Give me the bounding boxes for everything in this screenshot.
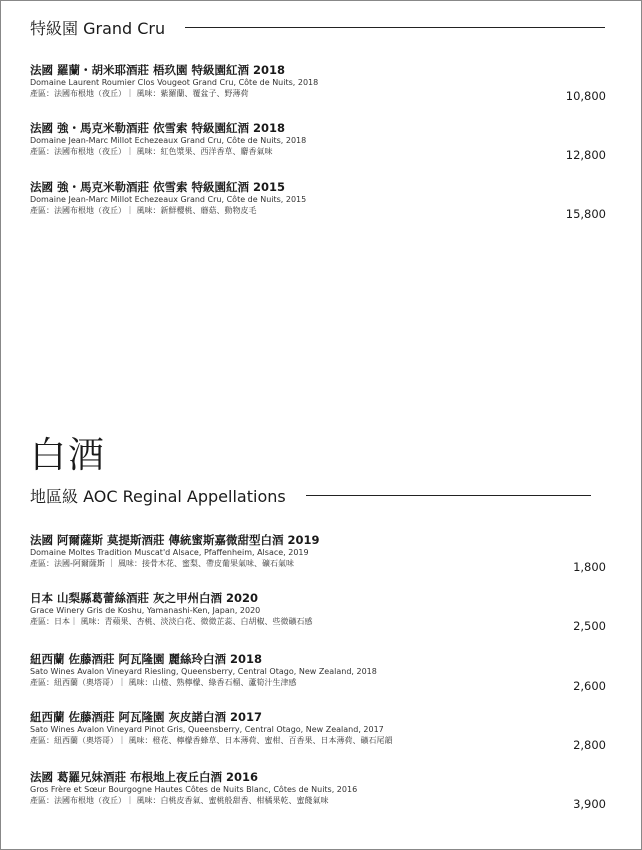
wine-entry: [30, 533, 610, 574]
wine-price: 15,800: [565, 207, 606, 221]
wine-entry: [30, 770, 610, 811]
aoc-title: 地區級 AOC Reginal Appellations: [30, 487, 286, 506]
wine-name: 日本 山梨縣葛蕾絲酒莊 灰之甲州白酒 2020: [30, 591, 259, 605]
wine-name: 法國 阿爾薩斯 莫提斯酒莊 傳統蜜斯嘉微甜型白酒 2019: [30, 533, 320, 547]
wine-price: 10,800: [565, 89, 606, 103]
wine-description: Domaine Laurent Roumier Clos Vougeot Grand Cru, Côte de Nuits, 2018: [30, 78, 319, 87]
wine-notes: 產區：法國布根地（夜丘）｜ 風味：白桃皮香氣、蜜桃般甜香、柑橘果乾、蜜餞氣味: [30, 796, 329, 805]
wine-name: 法國 葛羅兄妹酒莊 布根地上夜丘白酒 2016: [30, 770, 259, 784]
wine-price: 3,900: [573, 797, 606, 811]
wine-description: Sato Wines Avalon Vineyard Riesling, Queensberry, Central Otago, New Zealand, 2018: [30, 667, 377, 676]
wine-notes: 產區：法國布根地（夜丘）｜ 風味：紅色漿果、西洋香草、麝香氣味: [30, 147, 273, 156]
wine-price: 2,600: [573, 679, 606, 693]
wine-notes: 產區：法國-阿爾薩斯 ｜ 風味：接骨木花、蜜梨、帶皮葡果氣味、礦石氣味: [30, 559, 294, 568]
wine-name: 紐西蘭 佐藤酒莊 阿瓦隆園 麗絲玲白酒 2018: [30, 652, 263, 666]
wine-name: 紐西蘭 佐藤酒莊 阿瓦隆園 灰皮諾白酒 2017: [30, 710, 263, 724]
wine-entry: [30, 121, 610, 162]
grand-cru-title: 特級園 Grand Cru: [30, 19, 166, 38]
wine-description: Gros Frère et Sœur Bourgogne Hautes Côtes de Nuits Blanc, Côtes de Nuits, 2016: [30, 785, 358, 794]
wine-notes: 產區：紐西蘭（奧塔哥）｜ 風味：橙花、檸檬香蜂草、日本薄荷、蜜柑、百香果、日本薄荷、礦石尾韻: [30, 736, 393, 745]
white-wine-title: 白酒: [30, 435, 107, 476]
wine-price: 2,500: [573, 619, 606, 633]
wine-notes: 產區：日本｜ 風味：青蘋果、杏桃、淡淡白花、微微芷蕊、白胡椒、些微礦石感: [30, 617, 313, 626]
wine-description: Domaine Jean-Marc Millot Echezeaux Grand Cru, Côte de Nuits, 2018: [30, 136, 307, 145]
wine-name: 法國 強・馬克米勒酒莊 依雪索 特級園紅酒 2018: [30, 121, 286, 135]
wine-price: 12,800: [565, 148, 606, 162]
wine-name: 法國 羅蘭・胡米耶酒莊 梧玖園 特級園紅酒 2018: [30, 63, 286, 77]
aoc-rule: [306, 495, 591, 496]
wine-notes: 產區：紐西蘭（奧塔哥）｜ 風味：山楂、熟檸檬、綠香石榴、蘆筍汁生津感: [30, 678, 297, 687]
grand-cru-rule: [185, 27, 605, 28]
wine-description: Domaine Moltes Tradition Muscat'd Alsace, Pfaffenheim, Alsace, 2019: [30, 548, 309, 557]
grand-cru-heading: [30, 16, 605, 39]
wine-entry: [30, 63, 610, 103]
wine-entry: [30, 710, 610, 752]
wine-entry: [30, 180, 610, 221]
aoc-heading: [30, 484, 591, 507]
wine-description: Grace Winery Gris de Koshu, Yamanashi-Ken, Japan, 2020: [30, 606, 261, 615]
wine-description: Domaine Jean-Marc Millot Echezeaux Grand Cru, Côte de Nuits, 2015: [30, 195, 307, 204]
wine-price: 1,800: [573, 560, 606, 574]
wine-description: Sato Wines Avalon Vineyard Pinot Gris, Queensberry, Central Otago, New Zealand, 2017: [30, 725, 384, 734]
wine-notes: 產區：法國布根地（夜丘）｜ 風味：紫羅蘭、覆盆子、野薄荷: [30, 89, 249, 98]
wine-notes: 產區：法國布根地（夜丘）｜ 風味：新鮮櫻桃、蘑菇、動物皮毛: [30, 206, 257, 215]
wine-name: 法國 強・馬克米勒酒莊 依雪索 特級園紅酒 2015: [30, 180, 286, 194]
wine-entry: [30, 652, 610, 693]
wine-price: 2,800: [573, 738, 606, 752]
wine-entry: [30, 591, 610, 633]
